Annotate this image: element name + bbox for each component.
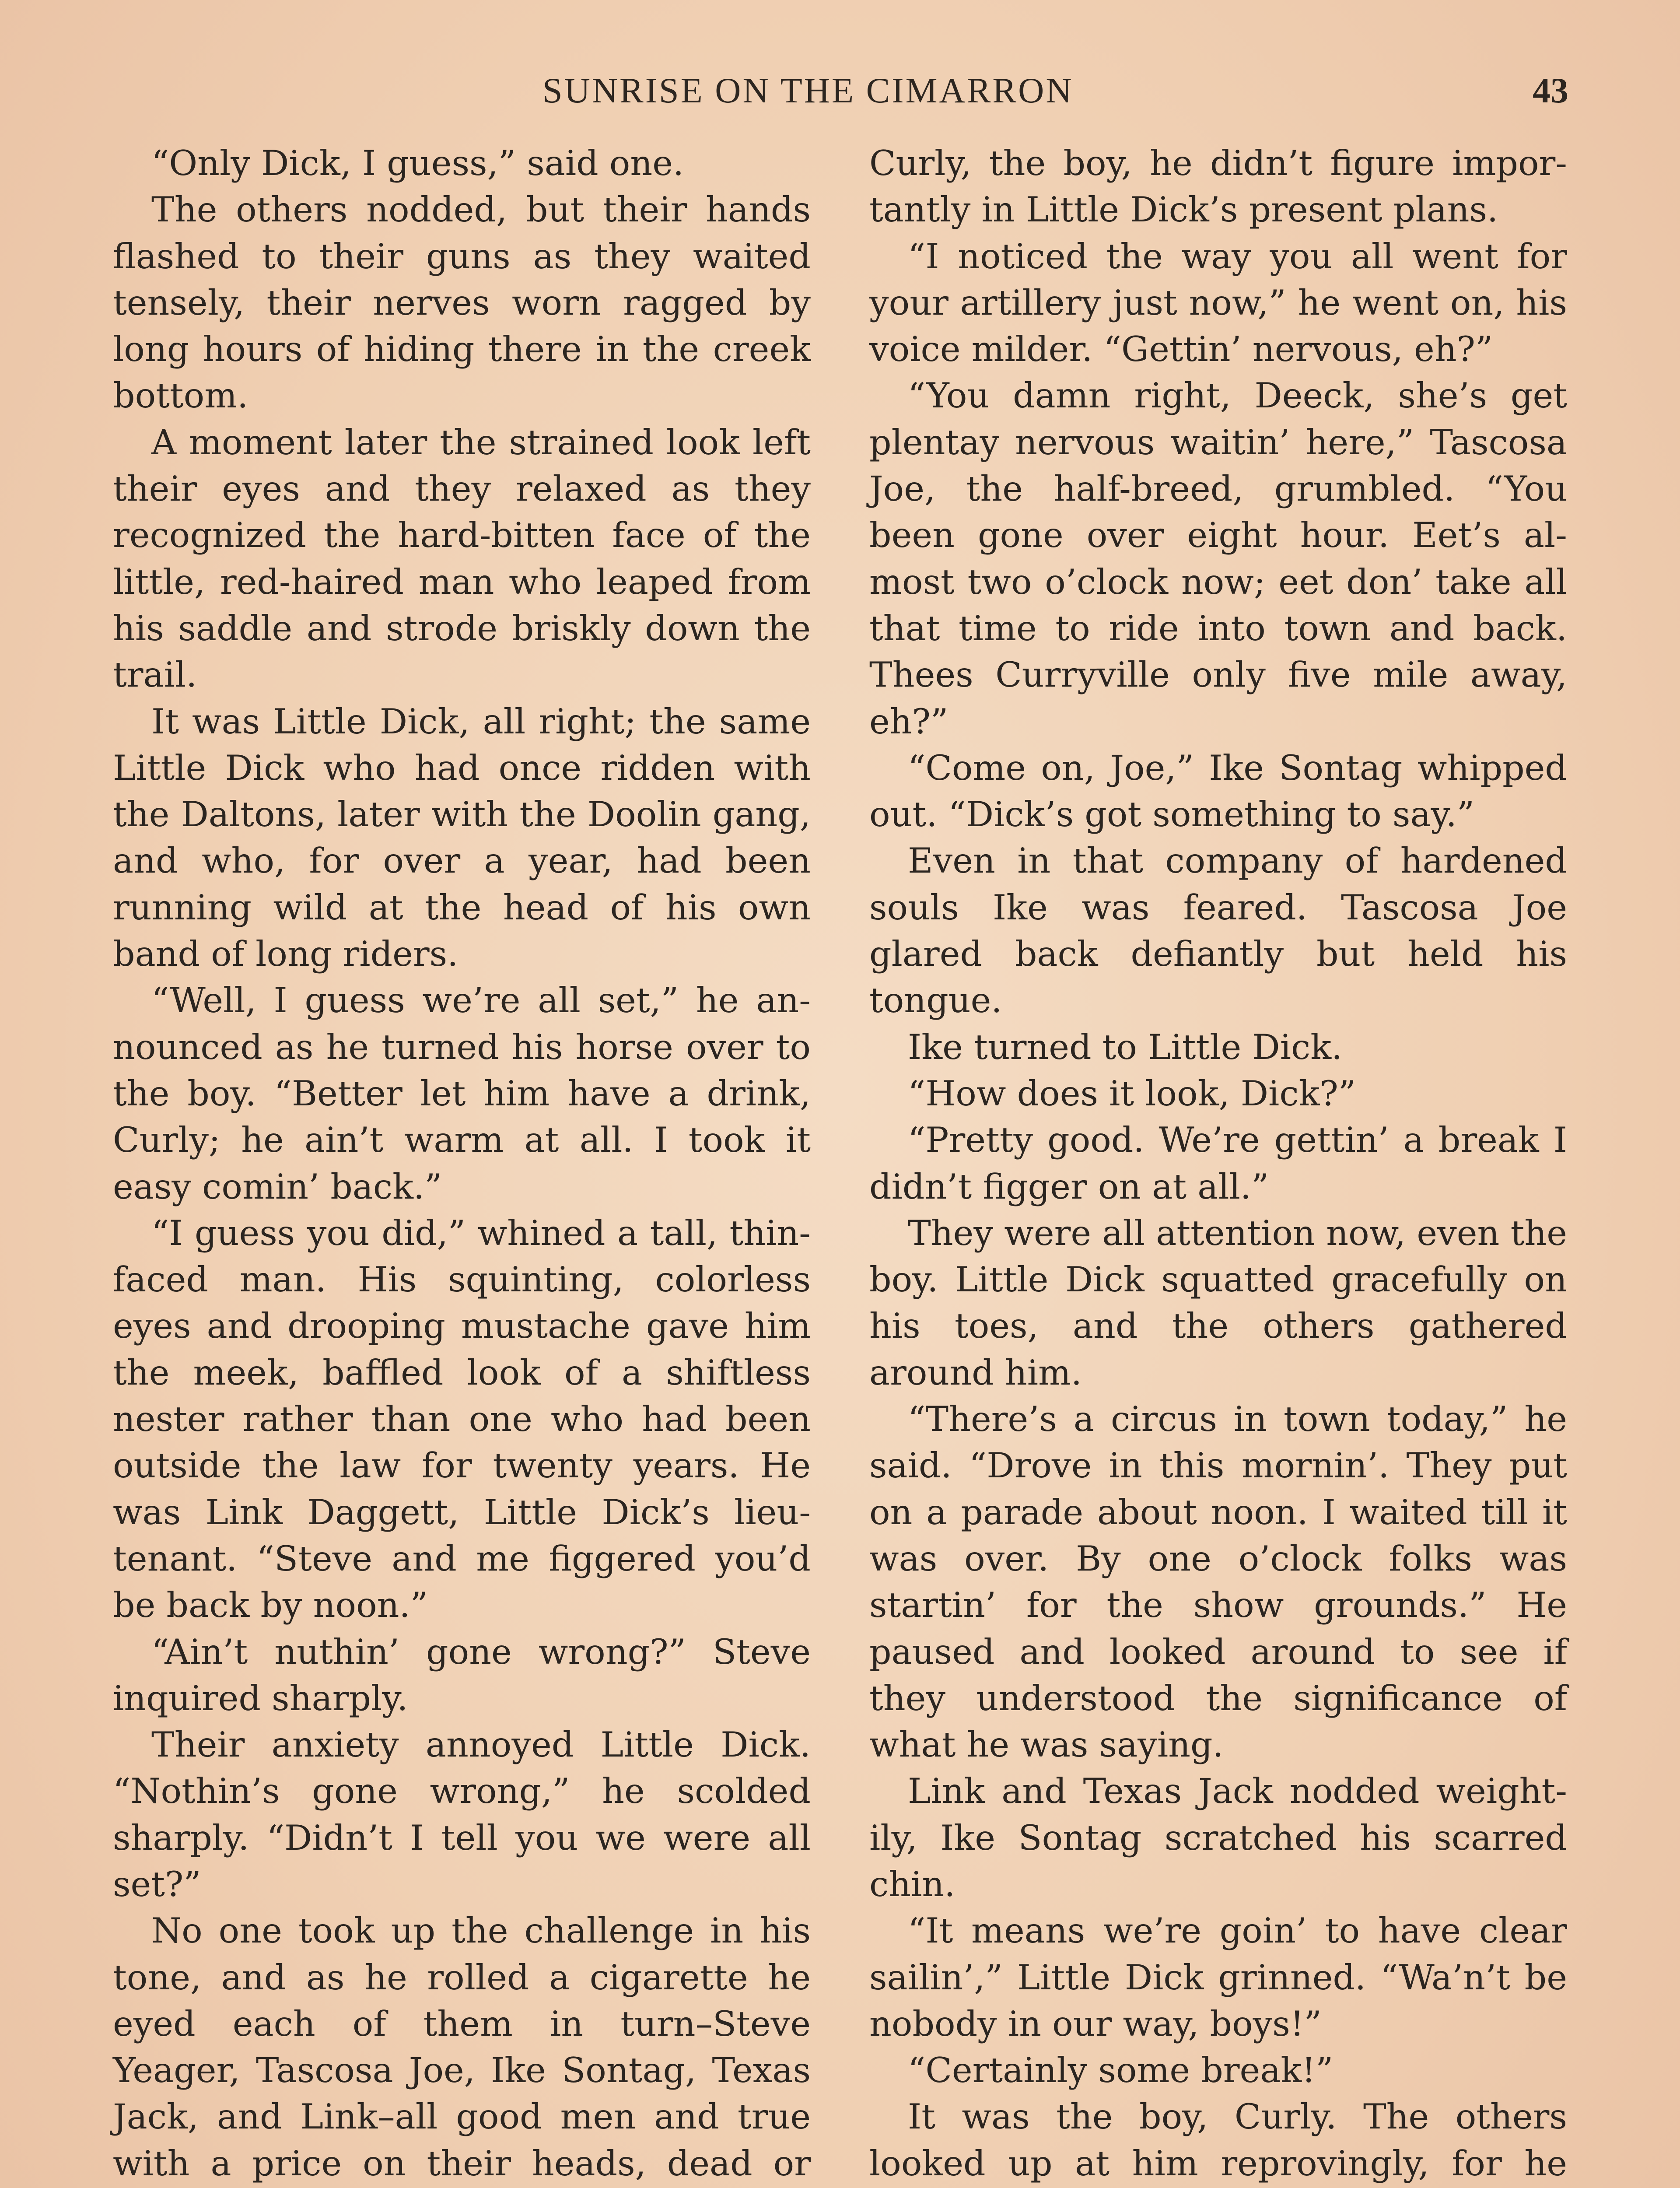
paragraph: Even in that company of hardened souls Ike was feared. Tascosa Joe glared back defiantly but held his tongue.	[869, 841, 1567, 1021]
paragraph: “Come on, Joe,” Ike Sontag whipped out. “Dick’s got something to say.”	[869, 747, 1567, 835]
paragraph: “I noticed the way you all went for your artillery just now,” he went on, his voice milder. “Gettin’ nervous, eh?”	[869, 236, 1567, 370]
paragraph: The others nodded, but their hands flashed to their guns as they waited tensely, their nerves worn ragged by long hours of hiding there in the creek bottom.	[113, 189, 811, 416]
paragraph: “I guess you did,” whined a tall, thin-faced man. His squinting, colorless eyes and drooping mustache gave him the meek, baffled look of a shiftless nester rather than one who had been outside the law for twenty years. He was Link Daggett, Little Dick’s lieutenant. “Steve and me figgered you’d be back by noon.”	[113, 1213, 811, 1626]
running-header-title: SUNRISE ON THE CIMARRON	[542, 70, 1074, 110]
paragraph: No one took up the challenge in his tone, and as he rolled a cigarette he eyed each of them in turn–Steve Yeager, Tascosa Joe, Ike Sontag, Texas Jack, and Link–all good men and true with a price on their heads, dead or	[113, 1911, 811, 2184]
left-text-column	[113, 140, 811, 2188]
paragraph: They were all attention now, even the boy. Little Dick squatted gracefully on his toes, and the others gathered around him.	[869, 1213, 1567, 1393]
paragraph: It was the boy, Curly. The others looked up at him reprovingly, for he	[869, 2097, 1567, 2184]
paragraph: “It means we’re goin’ to have clear sailin’,” Little Dick grinned. “Wa’n’t be nobody in our way, boys!”	[869, 1911, 1567, 2044]
paragraph: Their anxiety annoyed Little Dick. “Nothin’s gone wrong,” he scolded sharply. “Didn’t I tell you we were all set?”	[113, 1725, 811, 1904]
right-text-column	[869, 140, 1567, 2188]
paragraph: It was Little Dick, all right; the same Little Dick who had once ridden with the Daltons, later with the Doolin gang, and who, for over a year, had been running wild at the head of his own band of long riders.	[113, 701, 811, 975]
paragraph: “There’s a circus in town today,” he said. “Drove in this mornin’. They put on a parade about noon. I waited till it was over. By one o’clock folks was startin’ for the show grounds.” He paused and looked around to see if they understood the significance of what he was saying.	[869, 1399, 1567, 1765]
paragraph: “Pretty good. We’re gettin’ a break I didn’t figger on at all.”	[869, 1120, 1567, 1207]
paragraph: “Only Dick, I guess,” said one.	[151, 143, 684, 183]
paragraph: “Well, I guess we’re all set,” he announced as he turned his horse over to the boy. “Better let him have a drink, Curly; he ain’t warm at all. I took it easy comin’ back.”	[113, 980, 811, 1207]
paragraph: A moment later the strained look left their eyes and they relaxed as they recognized the hard-bitten face of the little, red-haired man who leaped from his saddle and strode briskly down the trail.	[113, 422, 811, 695]
paragraph: “Certainly some break!”	[908, 2050, 1334, 2091]
paragraph: Ike turned to Little Dick.	[908, 1027, 1343, 1067]
paragraph: Link and Texas Jack nodded weightily, Ike Sontag scratched his scarred chin.	[869, 1771, 1567, 1904]
page-number: 43	[1533, 70, 1568, 110]
paragraph-continuation: Curly, the boy, he didn’t figure importantly in Little Dick’s present plans.	[869, 143, 1567, 230]
paragraph: “How does it look, Dick?”	[908, 1073, 1356, 1114]
paragraph: “You damn right, Deeck, she’s get plentay nervous waitin’ here,” Tascosa Joe, the half-breed, grumbled. “You been gone over eight hour. Eet’s almost two o’clock now; eet don’ take all that time to ride into town and back. Thees Curryville only five mile away, eh?”	[869, 375, 1567, 742]
paragraph: “Ain’t nuthin’ gone wrong?” Steve inquired sharply.	[113, 1631, 811, 1718]
